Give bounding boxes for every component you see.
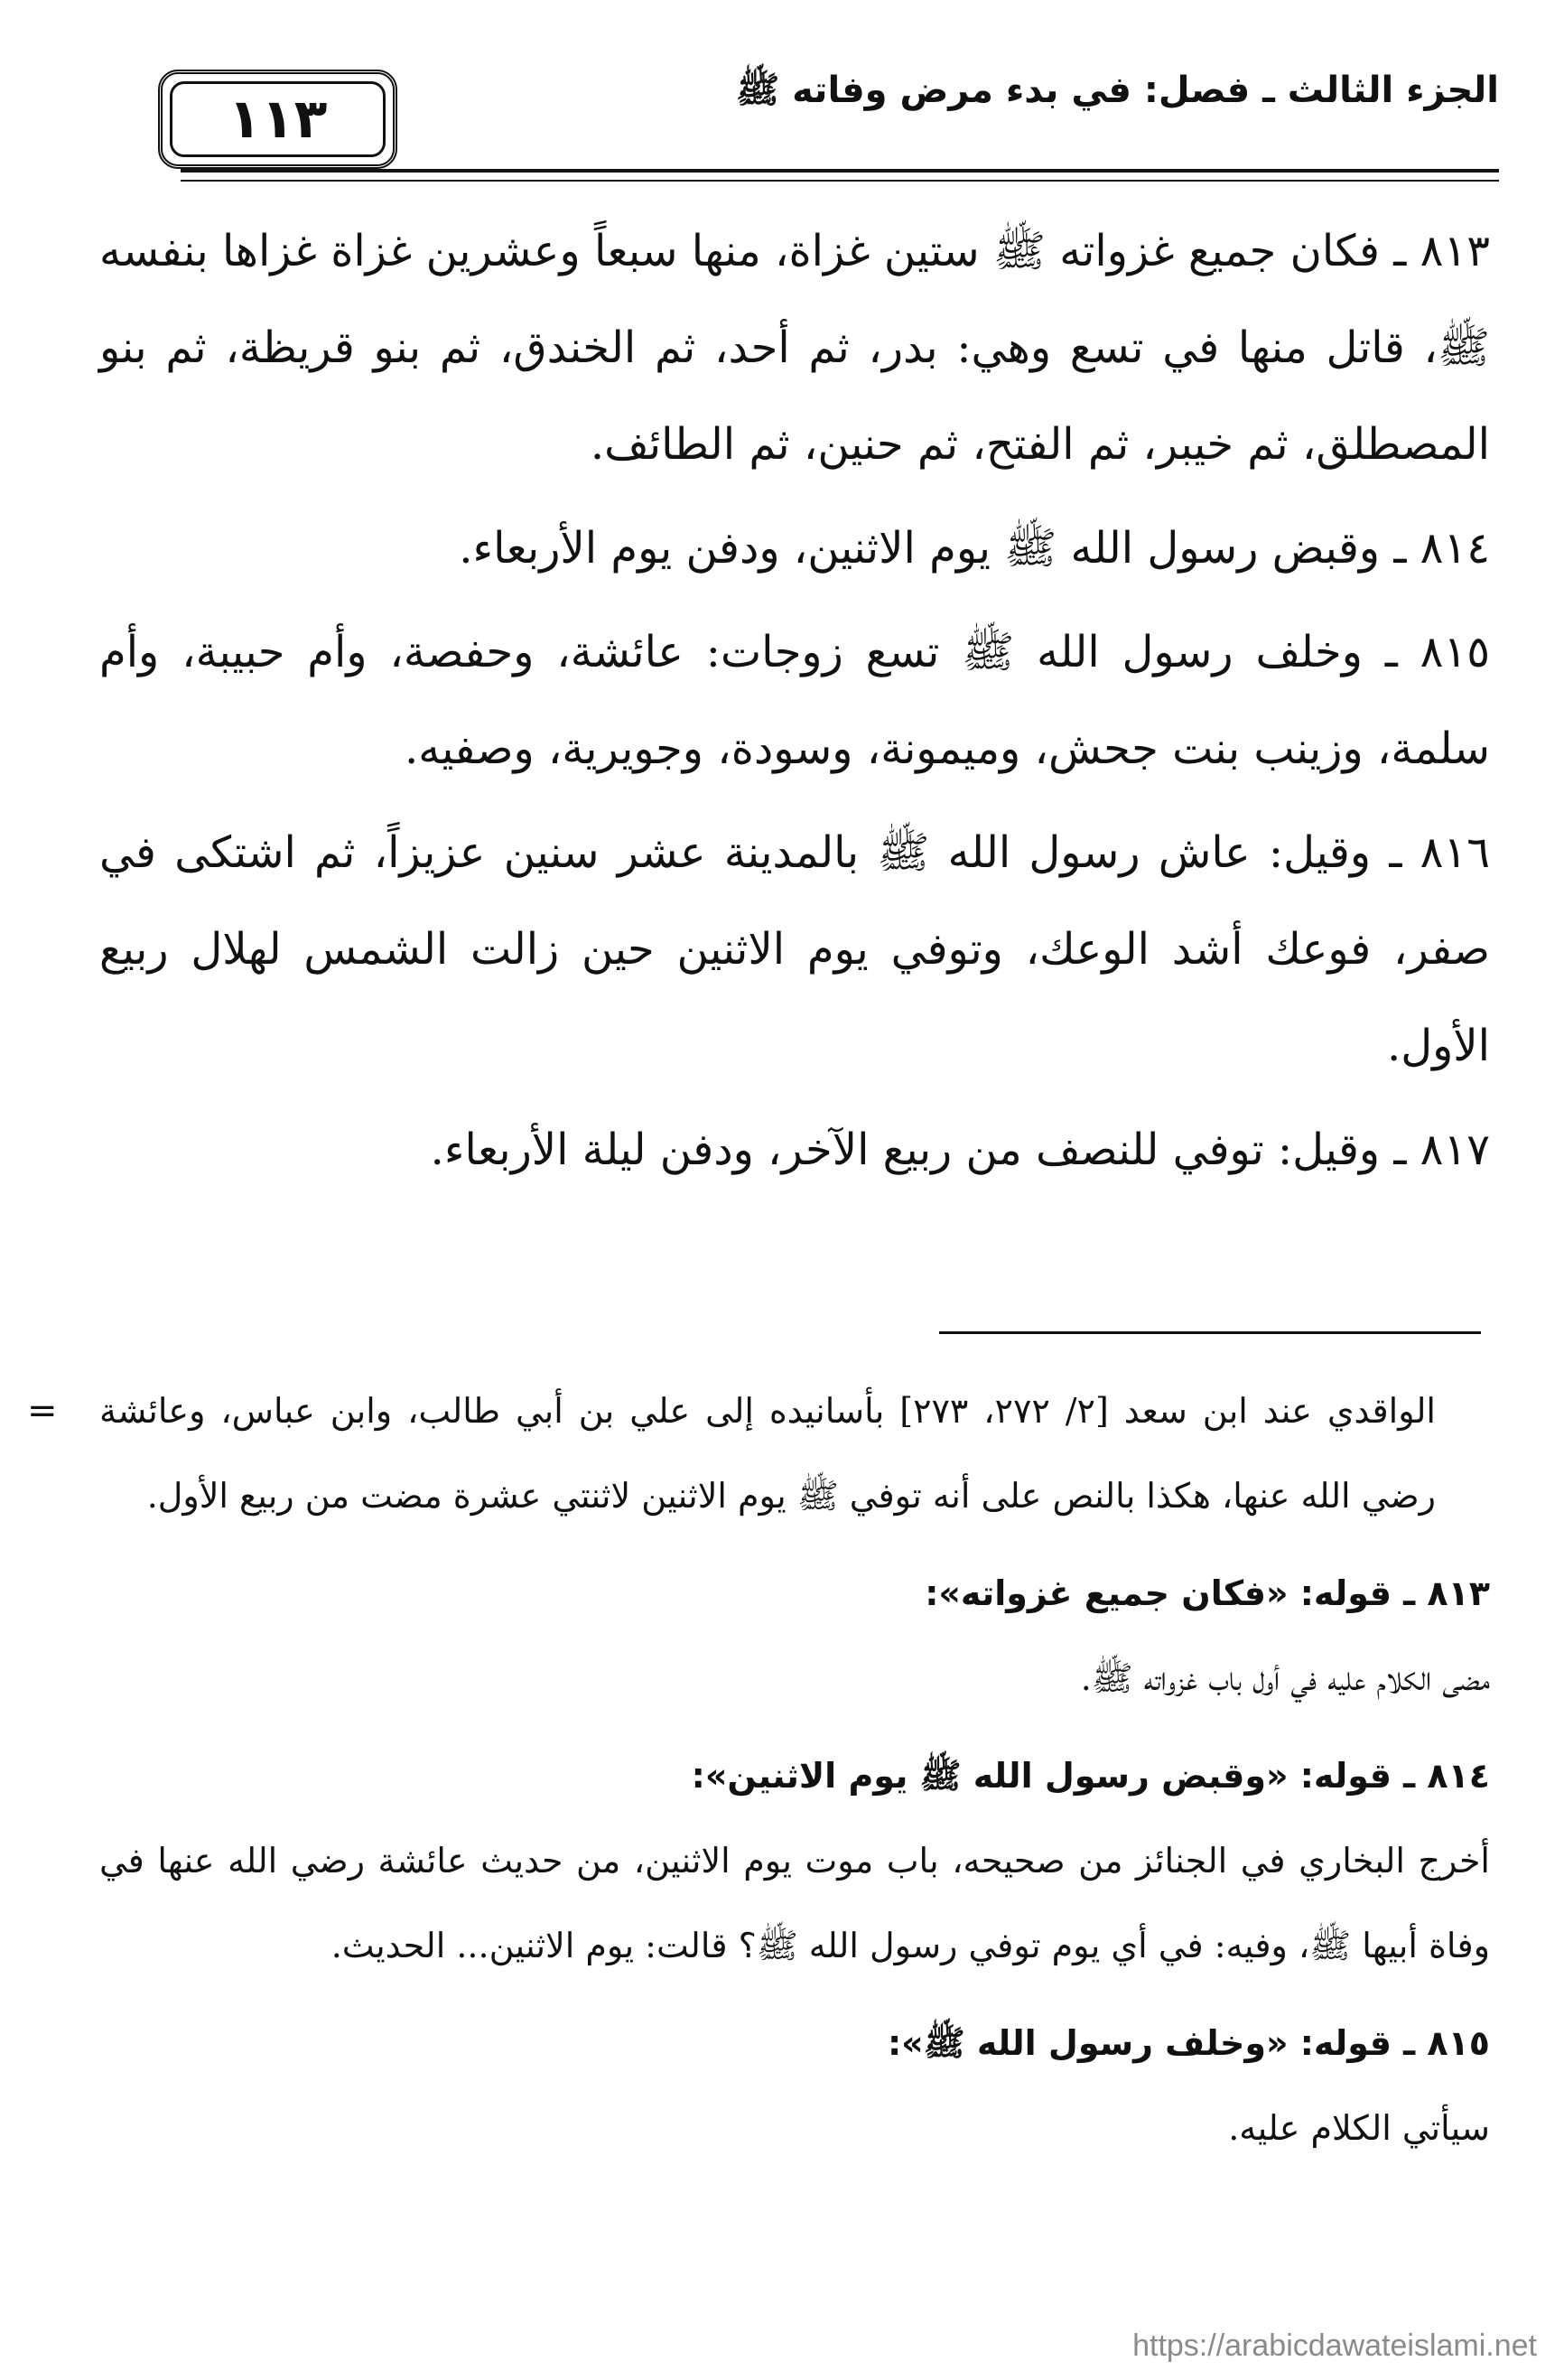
footnotes [27, 1368, 1490, 2170]
paragraph-817: ٨١٧ ـ وقيل: توفي للنصف من ربيع الآخر، ودفن ليلة الأربعاء. [430, 1125, 1490, 1175]
page-number-inner-frame [170, 81, 386, 157]
note-815-text: سيأتي الكلام عليه. [1228, 2108, 1490, 2148]
header-rule-thin [181, 180, 1499, 182]
note-814-text: أخرج البخاري في الجنائز من صحيحه، باب موت يوم الاثنين، من حديث عائشة رضي الله عنها في وفاة أبيها ﷺ، وفيه: في أي يوم توفي رسول الله ﷺ؟ قالت: يوم الاثنين... الحديث. [99, 1841, 1490, 1965]
page-header [90, 50, 1499, 167]
footnote-separator [939, 1331, 1481, 1334]
paragraph-813: ٨١٣ ـ فكان جميع غزواته ﷺ ستين غزاة، منها سبعاً وعشرين غزاة غزاها بنفسه ﷺ، قاتل منها في تسع وهي: بدر، ثم أحد، ثم الخندق، ثم بنو قريظة، ثم بنو المصطلق، ثم خيبر، ثم الفتح، ثم حنين، ثم الطائف. [99, 226, 1491, 470]
paragraph-814: ٨١٤ ـ وقبض رسول الله ﷺ يوم الاثنين، ودفن يوم الأربعاء. [459, 523, 1490, 574]
main-text [99, 203, 1490, 1199]
page-number-frame [158, 70, 397, 169]
note-815-heading: ٨١٥ ـ قوله: «وخلف رسول الله ﷺ»: [887, 2023, 1490, 2063]
source-watermark: https://arabicdawateislami.net [1132, 2329, 1537, 2363]
paragraph-816: ٨١٦ ـ وقيل: عاش رسول الله ﷺ بالمدينة عشر سنين عزيزاً، ثم اشتكى في صفر، فوعك أشد الوعك، وتوفي يوم الاثنين حين زالت الشمس لهلال ربيع الأول. [99, 827, 1490, 1071]
header-rule-thick [181, 169, 1499, 173]
continuation-mark: = [27, 1390, 58, 1432]
note-813-heading: ٨١٣ ـ قوله: «فكان جميع غزواته»: [925, 1573, 1490, 1613]
page-number: ١١٣ [228, 88, 328, 151]
note-814-heading: ٨١٤ ـ قوله: «وقبض رسول الله ﷺ يوم الاثنين»: [691, 1756, 1490, 1796]
paragraph-815: ٨١٥ ـ وخلف رسول الله ﷺ تسع زوجات: عائشة، وحفصة، وأم حبيبة، وأم سلمة، وزينب بنت جحش، وميمونة، وسودة، وجويرية، وصفيه. [99, 627, 1490, 774]
footnote-continuation [27, 1368, 1490, 1538]
note-813-text: مضى الكلام عليه في أول باب غزواته ﷺ. [1080, 1658, 1490, 1698]
running-title: الجزء الثالث ـ فصل: في بدء مرض وفاته ﷺ [735, 70, 1499, 111]
footnote-continuation-text: الواقدي عند ابن سعد [٢/ ٢٧٢، ٢٧٣] بأسانيده إلى علي بن أبي طالب، وابن عباس، وعائشة رضي الله عنها، هكذا بالنص على أنه توفي ﷺ يوم الاثنين لاثنتي عشرة مضت من ربيع الأول. [99, 1391, 1436, 1516]
